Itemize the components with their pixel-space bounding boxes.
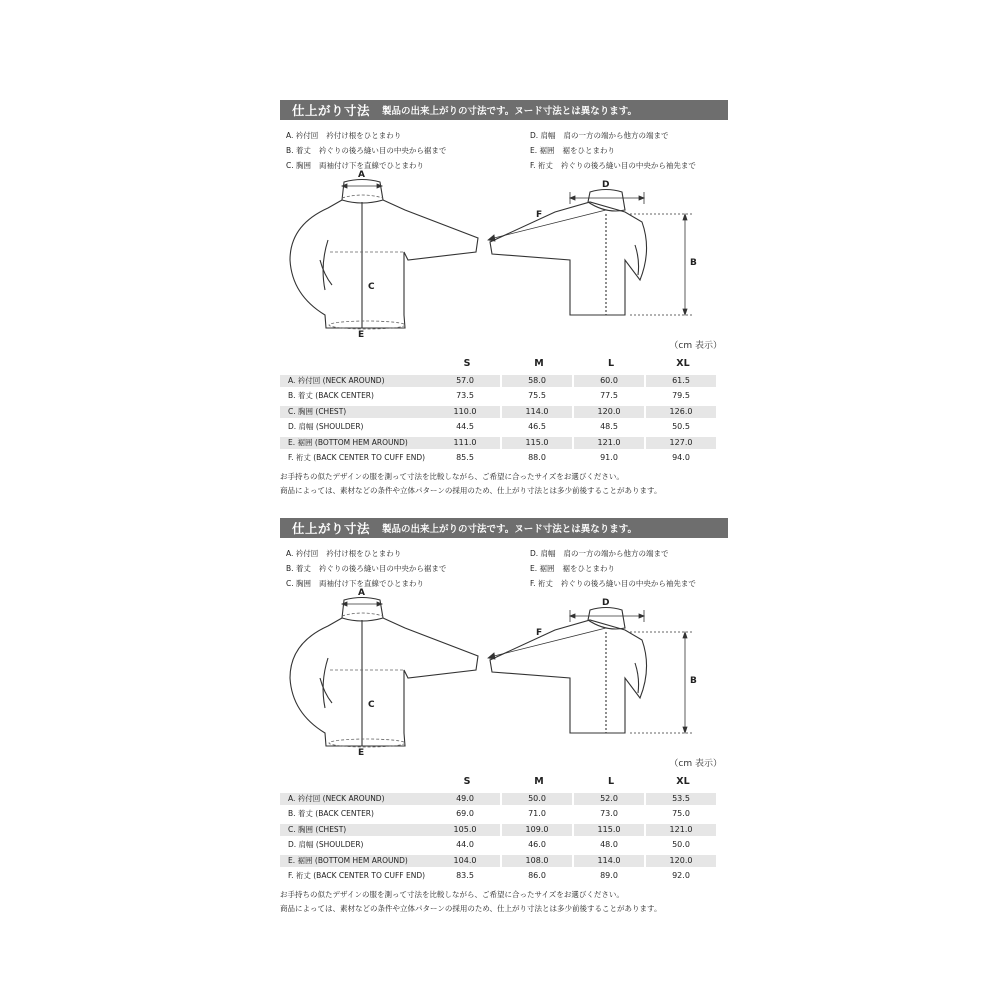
legend-item-f: F. 裄丈 衿ぐりの後ろ縫い目の中央から袖先まで — [530, 161, 696, 170]
diagram-label-b: B — [690, 676, 697, 686]
front-cuff — [320, 260, 332, 285]
diagram-label-b: B — [690, 258, 697, 268]
size-header-xl: XL — [676, 358, 690, 369]
note-line: お手持ちの似たデザインの服を測って寸法を比較しながら、ご希望に合ったサイズをお選びください。 — [280, 890, 624, 899]
section-title: 仕上がり寸法 — [292, 103, 371, 118]
section-subtitle: 製品の出来上がりの寸法です。ヌード寸法とは異なります。 — [382, 106, 637, 117]
back-collar-outline — [588, 608, 625, 630]
table-row: A. 衿付回 (NECK AROUND) 49.0 50.0 52.0 53.5 — [280, 791, 728, 807]
table-row: E. 裾囲 (BOTTOM HEM AROUND) 111.0 115.0 121.0 127.0 — [280, 435, 728, 451]
legend-item-b: B. 着丈 衿ぐりの後ろ縫い目の中央から裾まで — [286, 146, 447, 155]
diagram-label-a: A — [358, 588, 365, 598]
diagram-label-e: E — [358, 748, 365, 758]
diagram-label-d: D — [602, 180, 610, 190]
table-row: F. 裄丈 (BACK CENTER TO CUFF END) 85.5 88.0 91.0 94.0 — [288, 453, 690, 463]
size-header-m: M — [534, 358, 544, 369]
size-header-l: L — [607, 776, 615, 787]
table-row: E. 裾囲 (BOTTOM HEM AROUND) 104.0 108.0 114.0 120.0 — [280, 853, 728, 869]
section-header — [280, 100, 728, 120]
size-header-s: S — [463, 358, 471, 369]
size-table — [280, 791, 728, 884]
note-line: 商品によっては、素材などの条件や立体パターンの採用のため、仕上がり寸法とは多少前後することがあります。 — [280, 904, 662, 913]
size-block-2 — [280, 518, 728, 918]
legend-item-d: D. 肩幅 肩の一方の端から他方の端まで — [530, 131, 669, 140]
diagram-label-f: F — [536, 628, 543, 638]
unit-note: （cm 表示） — [669, 759, 722, 769]
size-header-m: M — [534, 776, 544, 787]
front-collar-outline — [342, 598, 383, 622]
table-row: F. 裄丈 (BACK CENTER TO CUFF END) 83.5 86.0 89.0 92.0 — [288, 871, 690, 881]
legend-right — [530, 546, 696, 591]
back-collar-outline — [588, 190, 625, 212]
size-header-row — [280, 776, 728, 790]
legend-item-e: E. 裾囲 裾をひとまわり — [530, 146, 616, 155]
front-body-outline — [290, 618, 478, 746]
unit-note: （cm 表示） — [669, 341, 722, 351]
diagram-label-f: F — [536, 210, 543, 220]
section-title: 仕上がり寸法 — [292, 521, 371, 536]
size-header-xl: XL — [676, 776, 690, 787]
note-line: 商品によっては、素材などの条件や立体パターンの採用のため、仕上がり寸法とは多少前後することがあります。 — [280, 486, 662, 495]
notes — [280, 470, 661, 498]
diagram-label-e: E — [358, 330, 365, 340]
back-body-outline — [490, 202, 647, 315]
legend-left — [286, 128, 446, 173]
note-line: お手持ちの似たデザインの服を測って寸法を比較しながら、ご希望に合ったサイズをお選びください。 — [280, 472, 624, 481]
front-sleeve-seam — [323, 240, 328, 290]
table-row: B. 着丈 (BACK CENTER) 69.0 71.0 73.0 75.0 — [288, 809, 690, 819]
front-cuff — [320, 678, 332, 703]
legend-item-d: D. 肩幅 肩の一方の端から他方の端まで — [530, 549, 669, 558]
front-sleeve-seam — [323, 658, 328, 708]
back-sleeve-seam — [635, 245, 639, 275]
neck-line — [342, 613, 383, 616]
back-sleeve-seam — [635, 663, 639, 693]
diagram-label-d: D — [602, 598, 610, 608]
table-row: A. 衿付回 (NECK AROUND) 57.0 58.0 60.0 61.5 — [280, 373, 728, 389]
back-body-outline — [490, 620, 647, 733]
section-subtitle: 製品の出来上がりの寸法です。ヌード寸法とは異なります。 — [382, 524, 637, 535]
diagram-label-c: C — [368, 700, 375, 710]
legend-right — [530, 128, 696, 173]
legend-item-c: C. 胸囲 両袖付け下を直線でひとまわり — [286, 579, 425, 588]
size-header-row — [280, 358, 728, 372]
size-block-1 — [280, 100, 728, 500]
size-header-l: L — [607, 358, 615, 369]
legend-item-f: F. 裄丈 衿ぐりの後ろ縫い目の中央から袖先まで — [530, 579, 696, 588]
table-row: C. 胸囲 (CHEST) 105.0 109.0 115.0 121.0 — [280, 822, 728, 838]
jacket-sketch — [280, 170, 728, 335]
size-table — [280, 373, 728, 466]
legend-item-b: B. 着丈 衿ぐりの後ろ縫い目の中央から裾まで — [286, 564, 447, 573]
section-header — [280, 518, 728, 538]
neck-line — [342, 195, 383, 198]
notes — [280, 888, 661, 916]
table-row: D. 肩幅 (SHOULDER) 44.5 46.5 48.5 50.5 — [288, 422, 690, 432]
size-header-s: S — [463, 776, 471, 787]
diagram-label-c: C — [368, 282, 375, 292]
garment-diagram — [280, 170, 728, 340]
legend-left — [286, 546, 446, 591]
legend-item-a: A. 衿付回 衿付け根をひとまわり — [286, 549, 402, 558]
legend-item-e: E. 裾囲 裾をひとまわり — [530, 564, 616, 573]
table-row: B. 着丈 (BACK CENTER) 73.5 75.5 77.5 79.5 — [288, 391, 690, 401]
legend-item-c: C. 胸囲 両袖付け下を直線でひとまわり — [286, 161, 425, 170]
table-row: C. 胸囲 (CHEST) 110.0 114.0 120.0 126.0 — [280, 404, 728, 420]
diagram-label-a: A — [358, 170, 365, 180]
garment-diagram — [280, 588, 728, 758]
legend-item-a: A. 衿付回 衿付け根をひとまわり — [286, 131, 402, 140]
jacket-sketch — [280, 588, 728, 753]
front-collar-outline — [342, 180, 383, 204]
table-row: D. 肩幅 (SHOULDER) 44.0 46.0 48.0 50.0 — [288, 840, 690, 850]
front-body-outline — [290, 200, 478, 328]
